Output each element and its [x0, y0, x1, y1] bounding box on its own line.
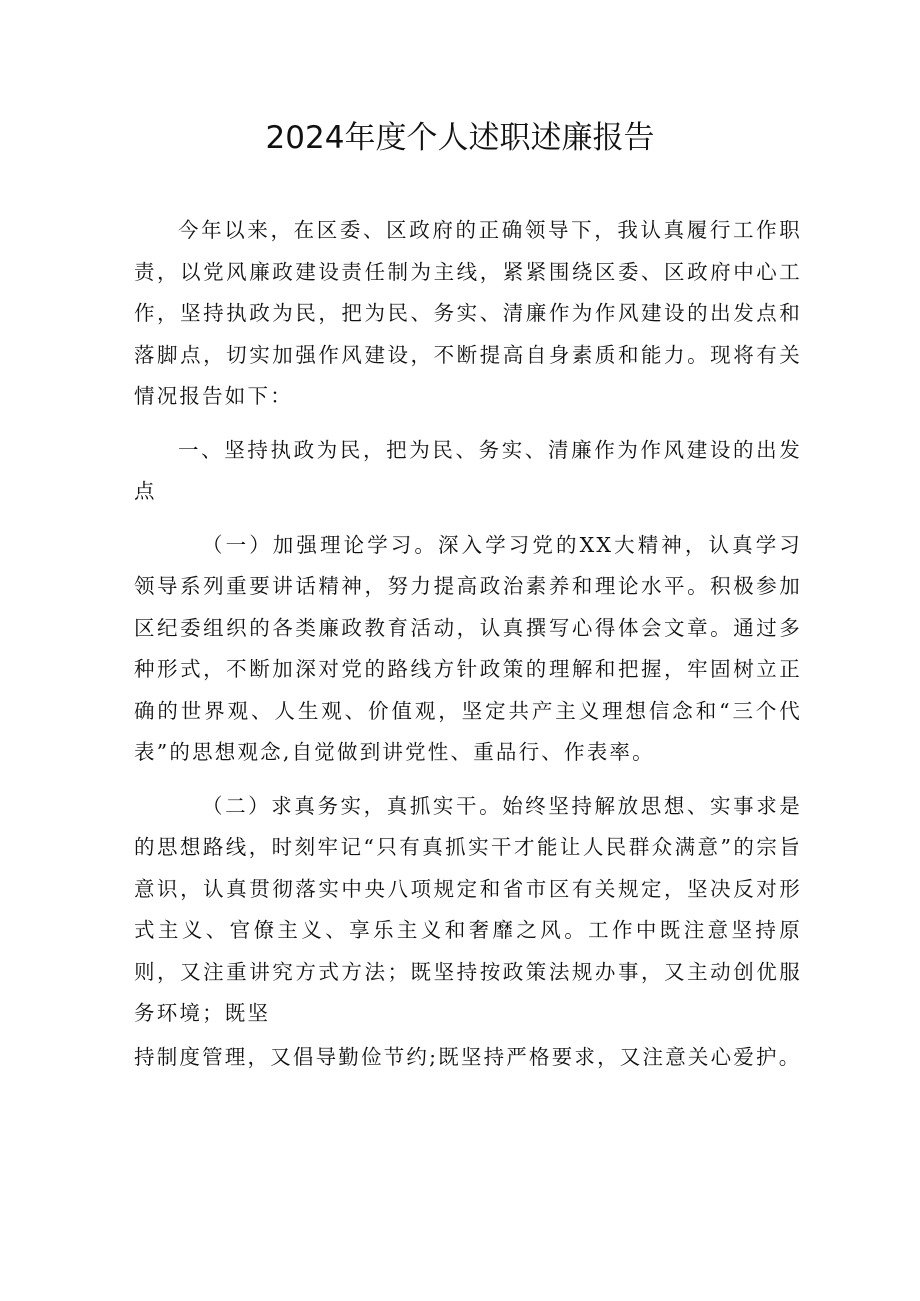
continuation-line: 持制度管理，又倡导勤俭节约;既坚持严格要求，又注意关心爱护。	[134, 1044, 802, 1069]
subsection-paragraph-2: （二）求真务实，真抓实干。始终坚持解放思想、实事求是的思想路线，时刻牢记“只有真抓实干才能让人民群众满意”的宗旨意识，认真贯彻落实中央八项规定和省市区有关规定，坚决反对形式主义、官僚主义、享乐主义和奢靡之风。工作中既注意坚持原则，又注重讲究方式方法；既坚持按政策法规办事，又主动创优服务环境；既坚	[134, 793, 802, 1025]
document-body	[134, 210, 802, 1078]
section-heading-1: 一、坚持执政为民，把为民、务实、清廉作为作风建设的出发点	[134, 437, 802, 503]
intro-paragraph: 今年以来，在区委、区政府的正确领导下，我认真履行工作职责，以党风廉政建设责任制为主线，紧紧围绕区委、区政府中心工作，坚持执政为民，把为民、务实、清廉作为作风建设的出发点和落脚点，切实加强作风建设，不断提高自身素质和能力。现将有关情况报告如下：	[134, 218, 802, 408]
subsection-paragraph-1: （一）加强理论学习。深入学习党的XX大精神，认真学习领导系列重要讲话精神，努力提高政治素养和理论水平。积极参加区纪委组织的各类廉政教育活动，认真撰写心得体会文章。通过多种形式，不断加深对党的路线方针政策的理解和把握，牢固树立正确的世界观、人生观、价值观，坚定共产主义理想信念和“三个代表”的思想观念,自觉做到讲党性、重品行、作表率。	[134, 532, 802, 764]
document-title: 2024年度个人述职述廉报告	[265, 120, 655, 156]
